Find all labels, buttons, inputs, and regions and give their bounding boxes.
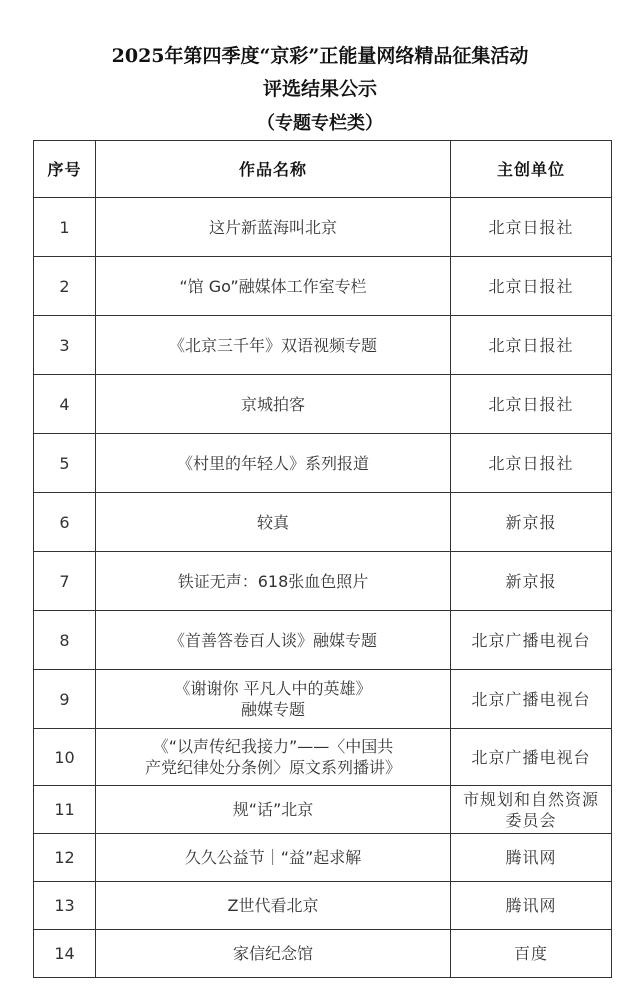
unit-name: 北京日报社 xyxy=(488,394,574,414)
work-name: 产党纪律处分条例〉原文系列播讲》 xyxy=(144,758,401,777)
unit-name: 腾讯网 xyxy=(505,896,557,915)
unit-cell xyxy=(451,834,612,882)
work-name: “馆 Go”融媒体工作室专栏 xyxy=(179,276,367,296)
unit-cell xyxy=(451,611,612,670)
unit-cell xyxy=(451,930,612,978)
table-row xyxy=(34,257,612,316)
work-name: 《北京三千年》双语视频专题 xyxy=(168,335,377,355)
column-header-number: 序号 xyxy=(34,141,96,198)
row-number: 6 xyxy=(34,493,96,552)
unit-cell xyxy=(451,375,612,434)
table-row xyxy=(34,670,612,729)
work-name-cell xyxy=(96,552,451,611)
row-number: 7 xyxy=(34,552,96,611)
table-body xyxy=(34,198,612,978)
document-title: 2025年第四季度“京彩”正能量网络精品征集活动 xyxy=(111,45,529,67)
work-name-cell xyxy=(96,882,451,930)
unit-cell xyxy=(451,434,612,493)
unit-name: 北京日报社 xyxy=(488,453,574,473)
work-name-cell xyxy=(96,493,451,552)
unit-name: 北京日报社 xyxy=(488,335,574,355)
work-name-cell xyxy=(96,375,451,434)
work-name-cell xyxy=(96,434,451,493)
work-name-cell xyxy=(96,670,451,729)
column-header-unit: 主创单位 xyxy=(451,141,612,198)
unit-name: 北京日报社 xyxy=(488,276,574,296)
row-number: 11 xyxy=(34,786,96,834)
table-row xyxy=(34,729,612,786)
document-header xyxy=(0,40,640,139)
work-name-cell xyxy=(96,930,451,978)
work-name: 《“以声传纪我接力”——〈中国共 xyxy=(152,737,394,756)
work-name-cell xyxy=(96,257,451,316)
row-number: 9 xyxy=(34,670,96,729)
work-name-cell xyxy=(96,729,451,786)
work-name: 家信纪念馆 xyxy=(232,944,313,963)
row-number: 14 xyxy=(34,930,96,978)
row-number: 5 xyxy=(34,434,96,493)
unit-name: 腾讯网 xyxy=(505,848,557,867)
work-name: 《首善答卷百人谈》融媒专题 xyxy=(168,630,377,650)
unit-name: 新京报 xyxy=(505,512,557,532)
table-row xyxy=(34,316,612,375)
row-number: 1 xyxy=(34,198,96,257)
table-row xyxy=(34,611,612,670)
unit-cell xyxy=(451,198,612,257)
unit-name: 市规划和自然资源 xyxy=(462,789,599,809)
work-name: 融媒专题 xyxy=(240,700,305,719)
work-name: 铁证无声：618张血色照片 xyxy=(177,571,369,591)
unit-cell xyxy=(451,882,612,930)
table-row xyxy=(34,198,612,257)
work-name-cell xyxy=(96,834,451,882)
table-header-row xyxy=(34,141,612,198)
unit-name: 百度 xyxy=(513,944,548,963)
unit-cell xyxy=(451,257,612,316)
table-row xyxy=(34,493,612,552)
unit-name: 委员会 xyxy=(505,810,557,830)
table-row xyxy=(34,930,612,978)
unit-cell xyxy=(451,786,612,834)
row-number: 2 xyxy=(34,257,96,316)
work-name: 这片新蓝海叫北京 xyxy=(208,217,337,237)
row-number: 4 xyxy=(34,375,96,434)
work-name: 《谢谢你 平凡人中的英雄》 xyxy=(174,679,372,698)
document-title-line-2: 评选结果公示 xyxy=(262,78,377,100)
unit-name: 北京广播电视台 xyxy=(471,747,591,767)
table-row xyxy=(34,375,612,434)
work-name: Z世代看北京 xyxy=(227,896,319,915)
table-row xyxy=(34,834,612,882)
unit-cell xyxy=(451,493,612,552)
unit-cell xyxy=(451,552,612,611)
work-name-cell xyxy=(96,786,451,834)
table-row xyxy=(34,786,612,834)
row-number: 3 xyxy=(34,316,96,375)
category-subtitle: （专题专栏类） xyxy=(257,113,383,134)
work-name: 《村里的年轻人》系列报道 xyxy=(176,453,369,473)
work-name: 久久公益节｜“益”起求解 xyxy=(184,848,362,867)
work-name: 规“话”北京 xyxy=(232,800,314,819)
results-table xyxy=(33,140,612,978)
row-number: 10 xyxy=(34,729,96,786)
unit-cell xyxy=(451,316,612,375)
unit-name: 北京广播电视台 xyxy=(471,689,591,709)
unit-name: 北京日报社 xyxy=(488,217,574,237)
unit-name: 北京广播电视台 xyxy=(471,630,591,650)
table-row xyxy=(34,434,612,493)
work-name-cell xyxy=(96,316,451,375)
unit-name: 新京报 xyxy=(505,571,557,591)
table-row xyxy=(34,882,612,930)
work-name: 京城拍客 xyxy=(240,394,305,414)
row-number: 12 xyxy=(34,834,96,882)
row-number: 13 xyxy=(34,882,96,930)
work-name-cell xyxy=(96,198,451,257)
work-name: 较真 xyxy=(256,512,289,532)
table-row xyxy=(34,552,612,611)
work-name-cell xyxy=(96,611,451,670)
column-header-work-name: 作品名称 xyxy=(96,141,451,198)
row-number: 8 xyxy=(34,611,96,670)
unit-cell xyxy=(451,670,612,729)
unit-cell xyxy=(451,729,612,786)
